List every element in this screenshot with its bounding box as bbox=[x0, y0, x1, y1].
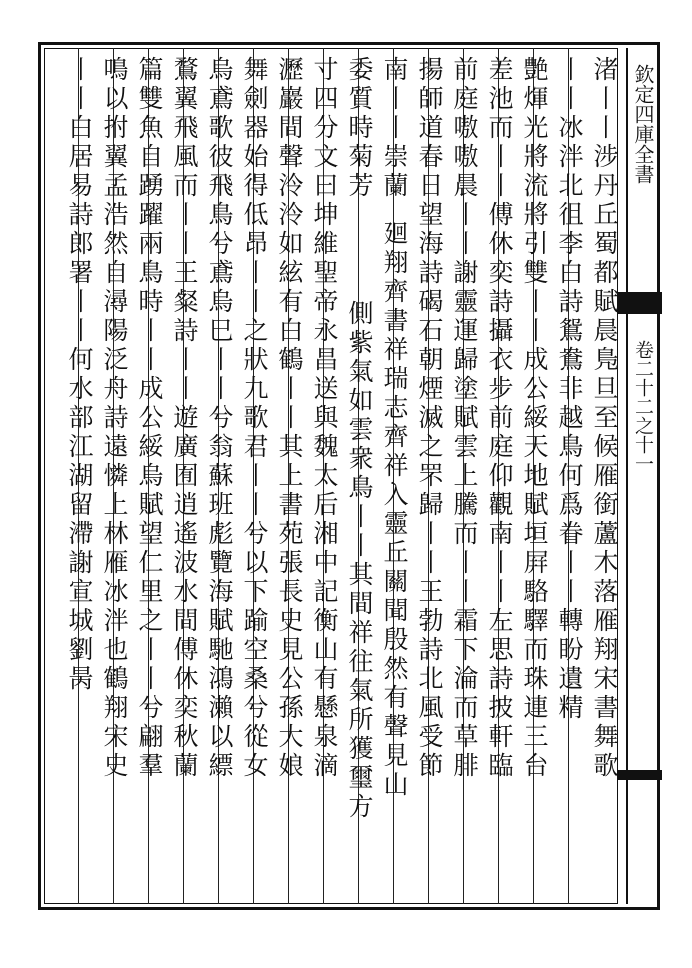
text-column: 前庭嗷嗷晨丨丨謝靈運歸塗賦雲上騰而丨丨霜下淪而草腓 bbox=[450, 56, 479, 781]
text-column: 渚丨丨涉丹丘蜀都賦晨鳬旦至候雁銜蘆木落雁翔宋書舞歌 bbox=[590, 56, 619, 781]
text-column: 丨丨白居易詩郎署丨丨何水部江湖留滯謝宣城劉昺 bbox=[65, 56, 94, 694]
text-column: 揚師道春日望海詩碣石朝煙滅之罘歸丨丨王勃詩北風受節 bbox=[415, 56, 444, 781]
text-column: 烏鳶歌彼飛鳥兮鳶烏巳丨丨兮翁蘇班彪覽海賦馳鴻瀨以縹 bbox=[205, 56, 234, 781]
text-column: 瀝巖間聲泠泠如絃有白鶴丨丨其上書苑張長史見公孫大娘 bbox=[275, 56, 304, 781]
text-column: 寸四分文曰坤維聖帝永昌送與魏太后湘中記衡山有懸泉滴 bbox=[310, 56, 339, 781]
book-title: 欽定四庫全書 bbox=[631, 64, 655, 184]
text-column: 鳴以拊翼孟浩然自潯陽泛舟詩遠憐上林雁冰泮也鶴翔宋史 bbox=[100, 56, 129, 781]
text-column: 差池而丨丨傅休奕詩攝衣步前庭仰觀南丨丨左思詩披軒臨 bbox=[485, 56, 514, 781]
text-column: 側紫氣如雲衆鳥丨丨其間祥往氣所獲璽方 bbox=[345, 300, 374, 822]
text-column: 舞劍器始得低昂丨丨之狀九歌君丨丨兮以下踰空桑兮從女 bbox=[240, 56, 269, 781]
text-column: 篇雙魚自踴躍兩鳥時丨丨成公綏烏賦望仁里之丨丨兮翩羣 bbox=[135, 56, 164, 781]
fishtail-mark-upper bbox=[618, 292, 662, 314]
text-column: 廻翔齊書祥瑞志齊祥入靈丘關聞殷然有聲見山 bbox=[380, 220, 409, 800]
volume-label: 卷二十二之十一 bbox=[632, 340, 654, 473]
text-column: 委質時菊芳 bbox=[345, 56, 374, 201]
text-column: 艶煇光將流將引雙丨丨成公綏天地賦垣屛駱驛而珠連三台 bbox=[520, 56, 549, 781]
text-column: 鶩翼飛風而丨丨王粲詩丨丨遊廣囿逍遙波水間傅休奕秋蘭 bbox=[170, 56, 199, 781]
text-column: 丨丨冰泮北徂李白詩鴛鴦非越鳥何爲眷丨丨轉盼遺精 bbox=[555, 56, 584, 723]
fishtail-mark-lower bbox=[618, 770, 662, 780]
text-column: 南丨丨崇蘭 bbox=[380, 56, 409, 201]
